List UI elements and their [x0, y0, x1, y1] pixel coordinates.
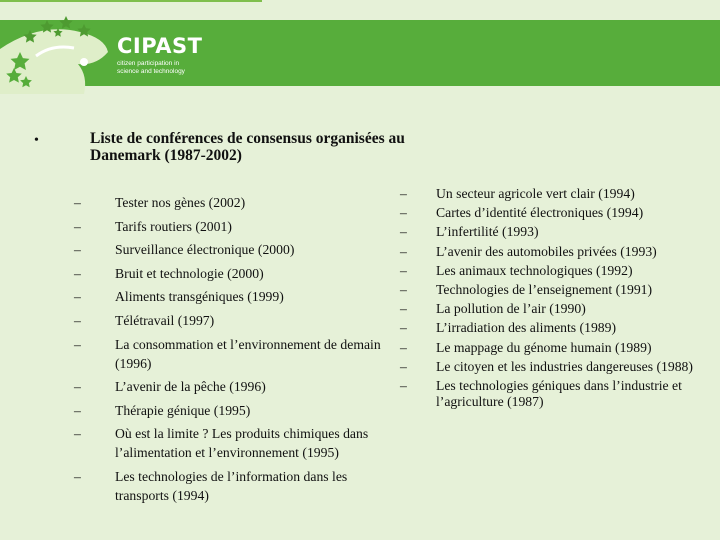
list-item	[74, 217, 385, 236]
list-item	[400, 339, 708, 357]
dash-bullet-icon: –	[400, 339, 407, 355]
conference-title: L’irradiation des aliments (1989)	[436, 320, 617, 336]
list-item	[74, 377, 385, 396]
dash-bullet-icon: –	[400, 205, 407, 221]
conference-title: Thérapie génique (1995)	[115, 402, 251, 418]
list-item	[74, 264, 385, 283]
list-item	[74, 240, 385, 259]
list-item	[74, 401, 385, 420]
dash-bullet-icon: –	[74, 242, 81, 258]
dash-bullet-icon: –	[74, 426, 81, 442]
logo-tagline	[117, 60, 227, 76]
conference-list-right	[400, 186, 708, 414]
dash-bullet-icon: –	[74, 312, 81, 328]
conference-title: Le mappage du génome humain (1989)	[436, 339, 652, 355]
list-item	[74, 424, 385, 462]
top-accent-line	[0, 0, 262, 2]
list-item	[400, 186, 708, 203]
dash-bullet-icon: –	[400, 301, 407, 317]
conference-title: L’infertilité (1993)	[436, 224, 539, 240]
conference-title: Tester nos gènes (2002)	[115, 195, 246, 210]
page-title: Liste de conférences de consensus organisées au Danemark (1987-2002)	[90, 130, 405, 164]
conference-title: La consommation et l’environnement de demain (1996)	[115, 336, 381, 371]
dash-bullet-icon: –	[74, 402, 81, 418]
dash-bullet-icon: –	[400, 262, 407, 278]
conference-list-left	[74, 193, 385, 510]
list-item	[74, 335, 385, 373]
dash-bullet-icon: –	[74, 265, 81, 281]
list-item	[400, 301, 708, 318]
list-item	[400, 281, 708, 299]
conference-title: Télétravail (1997)	[115, 312, 215, 328]
logo-title: CIPAST	[117, 34, 203, 58]
list-item	[74, 193, 385, 212]
conference-title: Où est la limite ? Les produits chimiques dans l’alimentation et l’environnement (1995)	[115, 426, 369, 461]
conference-title: Les technologies de l’information dans les transports (1994)	[115, 468, 348, 503]
dash-bullet-icon: –	[400, 243, 407, 259]
bullet-icon: •	[34, 133, 39, 148]
logo-tagline-line2: science and technology	[117, 68, 185, 75]
dash-bullet-icon: –	[400, 224, 407, 240]
list-item	[400, 377, 708, 411]
dash-bullet-icon: –	[400, 186, 407, 201]
conference-title: Tarifs routiers (2001)	[115, 218, 232, 234]
list-item	[400, 262, 708, 280]
conference-title: L’avenir de la pêche (1996)	[115, 379, 266, 395]
dash-bullet-icon: –	[74, 195, 81, 210]
logo-tagline-line1: citizen participation in	[117, 60, 180, 67]
conference-title: Bruit et technologie (2000)	[115, 265, 264, 281]
dash-bullet-icon: –	[74, 468, 81, 484]
conference-title: Cartes d’identité électroniques (1994)	[436, 205, 644, 221]
conference-title: Un secteur agricole vert clair (1994)	[436, 186, 635, 201]
list-item	[400, 243, 708, 261]
conference-title: Surveillance électronique (2000)	[115, 242, 295, 258]
cipast-logo-icon	[0, 14, 112, 94]
dash-bullet-icon: –	[74, 289, 81, 305]
dash-bullet-icon: –	[400, 358, 407, 374]
conference-title: L’avenir des automobiles privées (1993)	[436, 243, 657, 259]
dash-bullet-icon: –	[74, 218, 81, 234]
dash-bullet-icon: –	[74, 336, 81, 352]
list-item	[74, 287, 385, 306]
list-item	[400, 320, 708, 337]
conference-title: Le citoyen et les industries dangereuses (1988)	[436, 358, 693, 374]
conference-title: Les animaux technologiques (1992)	[436, 262, 633, 278]
list-item	[400, 358, 708, 376]
conference-title: La pollution de l’air (1990)	[436, 301, 586, 317]
list-item	[74, 467, 385, 505]
dash-bullet-icon: –	[400, 281, 407, 297]
list-item	[74, 311, 385, 330]
list-item	[400, 224, 708, 241]
list-item	[400, 205, 708, 222]
conference-title: Les technologies géniques dans l’industrie et l’agriculture (1987)	[436, 377, 682, 410]
conference-title: Technologies de l’enseignement (1991)	[436, 281, 653, 297]
dash-bullet-icon: –	[400, 377, 407, 393]
dash-bullet-icon: –	[74, 379, 81, 395]
dash-bullet-icon: –	[400, 320, 407, 336]
conference-title: Aliments transgéniques (1999)	[115, 289, 284, 305]
